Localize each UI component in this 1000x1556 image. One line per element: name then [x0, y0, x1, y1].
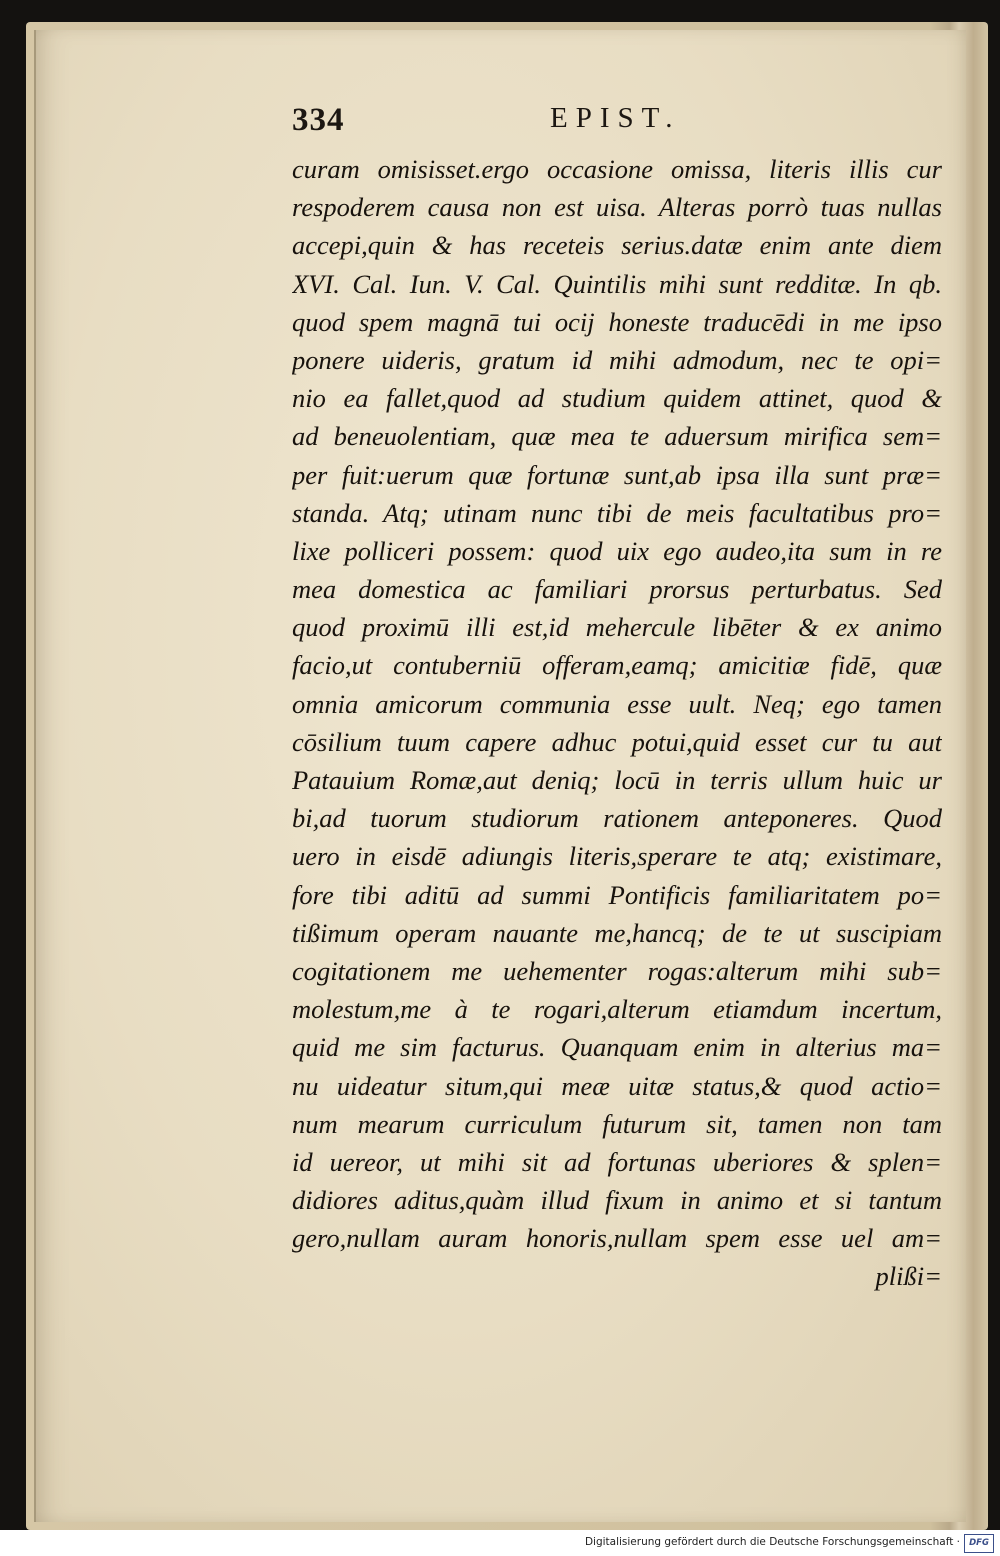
text-line: molestum,me à te rogari,alterum etiamdum incertum,	[292, 994, 942, 1025]
text-line: standa. Atq; utinam nunc tibi de meis facultatibus pro=	[292, 497, 942, 528]
text-line: num mearum curriculum futurum sit, tamen non tam	[292, 1108, 942, 1139]
footer-bar	[0, 1530, 1000, 1556]
text-line: cōsilium tuum capere adhuc potui,quid esset cur tu aut	[292, 726, 942, 757]
text-line: omnia amicorum communia esse uult. Neq; ego tamen	[292, 688, 942, 719]
text-block	[292, 150, 942, 1296]
text-line: didiores aditus,quàm illud fixum in animo et si tantum	[292, 1185, 942, 1216]
text-line: ad beneuolentiam, quæ mea te aduersum mirifica sem=	[292, 421, 942, 452]
text-line: accepi,quin & has receteis serius.datæ enim ante diem	[292, 230, 942, 261]
running-head	[292, 102, 942, 146]
text-line: gero,nullam auram honoris,nullam spem esse uel am=	[292, 1223, 942, 1254]
page-number: 334	[292, 102, 345, 138]
text-line: plißi=	[875, 1261, 942, 1292]
text-line: tißimum operam nauante me,hancq; de te ut suscipiam	[292, 917, 942, 948]
text-line: lixe polliceri possem: quod uix ego audeo,ita sum in re	[292, 535, 942, 566]
text-line: quod spem magnā tui ocij honeste traducēdi in me ipso	[292, 306, 942, 337]
text-line: Patauium Romæ,aut deniq; locū in terris ullum huic ur	[292, 765, 942, 795]
text-line: quid me sim facturus. Quanquam enim in alterius ma=	[292, 1032, 942, 1063]
text-line: mea domestica ac familiari prorsus perturbatus. Sed	[292, 574, 942, 605]
text-line: cogitationem me uehementer rogas:alterum mihi sub=	[292, 955, 942, 986]
dfg-logo: DFG	[964, 1534, 994, 1553]
text-line: nio ea fallet,quod ad studium quidem attinet, quod &	[292, 383, 942, 414]
text-line: per fuit:uerum quæ fortunæ sunt,ab ipsa illa sunt præ=	[292, 459, 942, 490]
text-line: nu uideatur situm,qui meæ uitæ status,& quod actio=	[292, 1070, 942, 1101]
text-line: XVI. Cal. Iun. V. Cal. Quintilis mihi sunt redditæ. In qb.	[292, 268, 942, 299]
text-line: bi,ad tuorum studiorum rationem anteponeres. Quod	[292, 803, 942, 834]
text-line: respoderem causa non est uisa. Alteras porrò tuas nullas	[292, 192, 942, 223]
text-line: curam omisisset.ergo occasione omissa, literis illis cur	[292, 154, 942, 184]
text-line: ponere uideris, gratum id mihi admodum, nec te opi=	[292, 344, 942, 375]
text-line: facio,ut contuberniū offeram,eamq; amicitiæ fidē, quæ	[292, 650, 942, 681]
text-line: id uereor, ut mihi sit ad fortunas uberiores & splen=	[292, 1146, 942, 1177]
text-line: uero in eisdē adiungis literis,sperare te atq; existimare,	[292, 841, 942, 872]
digitization-credit: Digitalisierung gefördert durch die Deutsche Forschungsgemeinschaft ·	[584, 1536, 960, 1548]
text-line: quod proximū illi est,id mehercule libēter & ex animo	[292, 612, 942, 643]
running-title: EPIST.	[550, 102, 681, 134]
text-line: fore tibi aditū ad summi Pontificis familiaritatem po=	[292, 879, 942, 910]
